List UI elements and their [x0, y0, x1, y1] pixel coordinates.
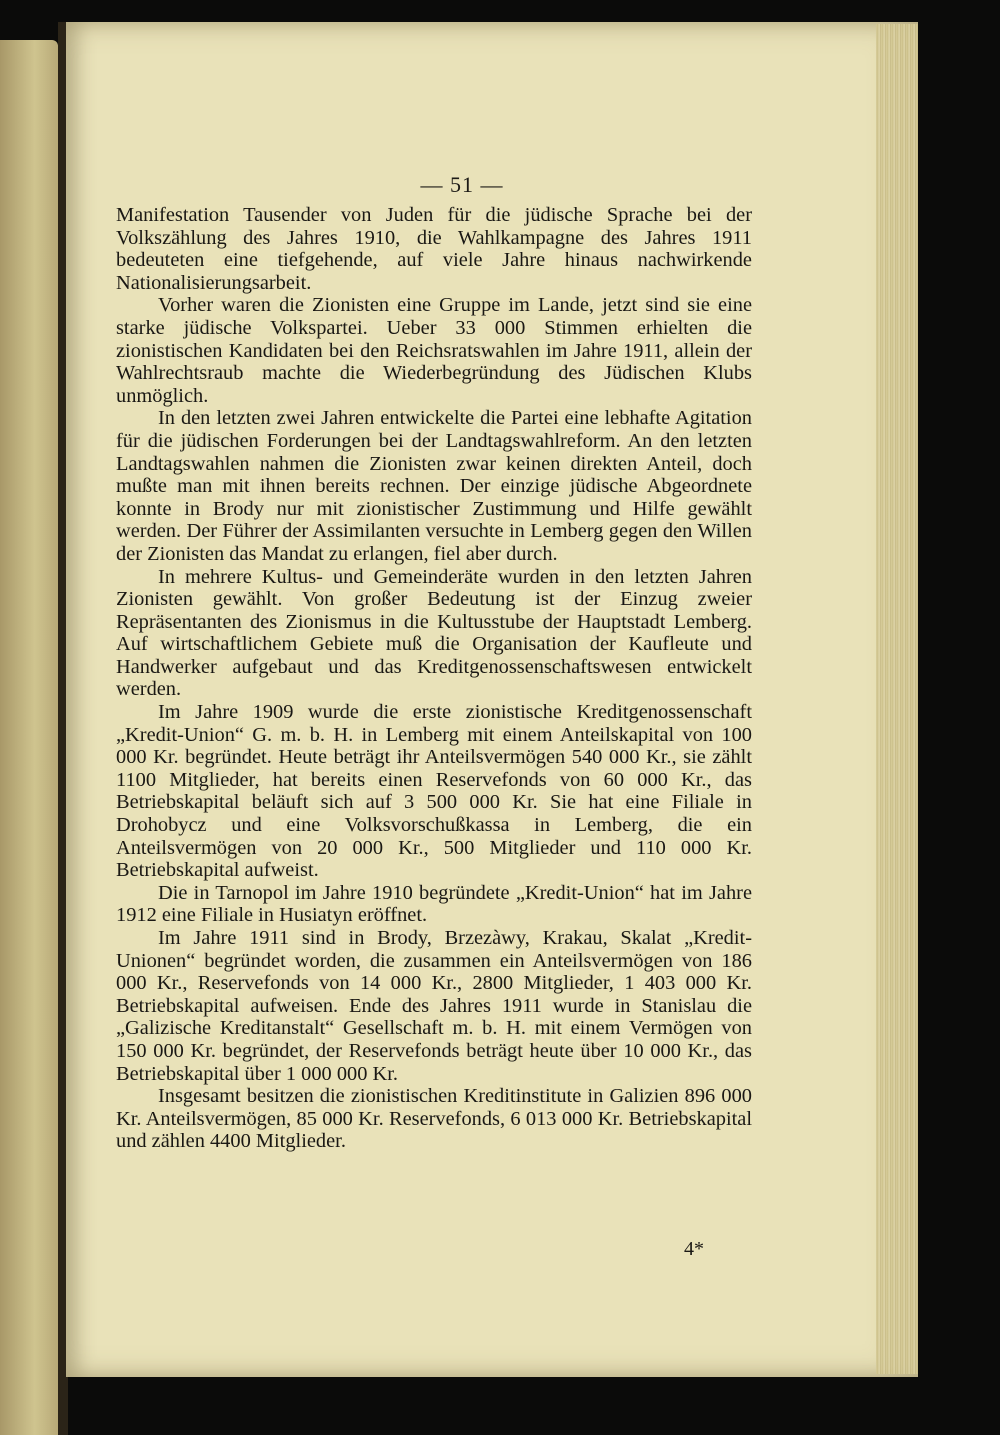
paragraph-8: Insgesamt besitzen die zionistischen Kreditinstitute in Galizien 896 000 Kr. Anteilsvermögen, 85 000 Kr. Reservefonds, 6 013 000 Kr. Betriebskapital und zählen 4400 Mitglieder.: [116, 1085, 752, 1153]
page-stack-edge: [876, 24, 918, 1374]
page-number: — 51 —: [420, 172, 504, 197]
paragraph-3: In den letzten zwei Jahren entwickelte die Partei eine lebhafte Agitation für die jüdischen Forderungen bei der Landtagswahlreform. An den letzten Landtagswahlen nahmen die Zionisten zwar keinen direkten Anteil, doch mußte man mit ihnen bereits rechnen. Der einzige jüdische Abgeordnete konnte in Brody nur mit zionistischer Zustimmung und Hilfe gewählt werden. Der Führer der Assimilanten versuchte in Lemberg gegen den Willen der Zionisten das Mandat zu erlangen, fiel aber durch.: [116, 407, 752, 565]
paragraph-2: Vorher waren die Zionisten eine Gruppe im Lande, jetzt sind sie eine starke jüdische Volkspartei. Ueber 33 000 Stimmen erhielten die zionistischen Kandidaten bei den Reichsratswahlen im Jahre 1911, allein der Wahlrechtsraub machte die Wiederbegründung des Jüdischen Klubs unmöglich.: [116, 294, 752, 407]
paragraph-7: Im Jahre 1911 sind in Brody, Brzezàwy, Krakau, Skalat „Kredit-Unionen“ begründet worden, die zusammen ein Anteilsvermögen von 186 000 Kr., Reservefonds von 14 000 Kr., 2800 Mitglieder, 1 403 000 Kr. Betriebskapital aufweisen. Ende des Jahres 1911 wurde in Stanislau die „Galizische Kreditanstalt“ Gesellschaft m. b. H. mit einem Vermögen von 150 000 Kr. begründet, der Reservefonds beträgt heute über 10 000 Kr., das Betriebskapital über 1 000 000 Kr.: [116, 927, 752, 1085]
paragraph-6: Die in Tarnopol im Jahre 1910 begründete „Kredit-Union“ hat im Jahre 1912 eine Filiale in Husiatyn eröffnet.: [116, 881, 752, 927]
paragraph-1: Manifestation Tausender von Juden für die jüdische Sprache bei der Volkszählung des Jahres 1910, die Wahlkampagne des Jahres 1911 bedeuteten eine tiefgehende, auf viele Jahre hinaus nachwirkende Nationalisierungsarbeit.: [116, 204, 752, 294]
paragraph-4: In mehrere Kultus- und Gemeinderäte wurden in den letzten Jahren Zionisten gewählt. Von großer Bedeutung ist der Einzug zweier Repräsentanten des Zionismus in die Kultusstube der Hauptstadt Lemberg. Auf wirtschaftlichem Gebiete muß die Organisation der Kaufleute und Handwerker aufgebaut und das Kreditgenossenschaftswesen entwickelt werden.: [116, 565, 752, 701]
signature-mark: 4*: [684, 1238, 704, 1260]
paragraph-5: Im Jahre 1909 wurde die erste zionistische Kreditgenossenschaft „Kredit-Union“ G. m. b. H. in Lemberg mit einem Anteilskapital von 100 000 Kr. begründet. Heute beträgt ihr Anteilsvermögen 540 000 Kr., sie zählt 1100 Mitglieder, hat bereits einen Reservefonds von 60 000 Kr., das Betriebskapital beläuft sich auf 3 500 000 Kr. Sie hat eine Filiale in Drohobycz und eine Volksvorschußkassa in Lemberg, die ein Anteilsvermögen von 20 000 Kr., 500 Mitglieder und 110 000 Kr. Betriebskapital aufweist.: [116, 701, 752, 882]
body-text: [116, 204, 752, 1153]
facing-page-edge: [0, 40, 58, 1435]
book-page: [66, 22, 918, 1377]
